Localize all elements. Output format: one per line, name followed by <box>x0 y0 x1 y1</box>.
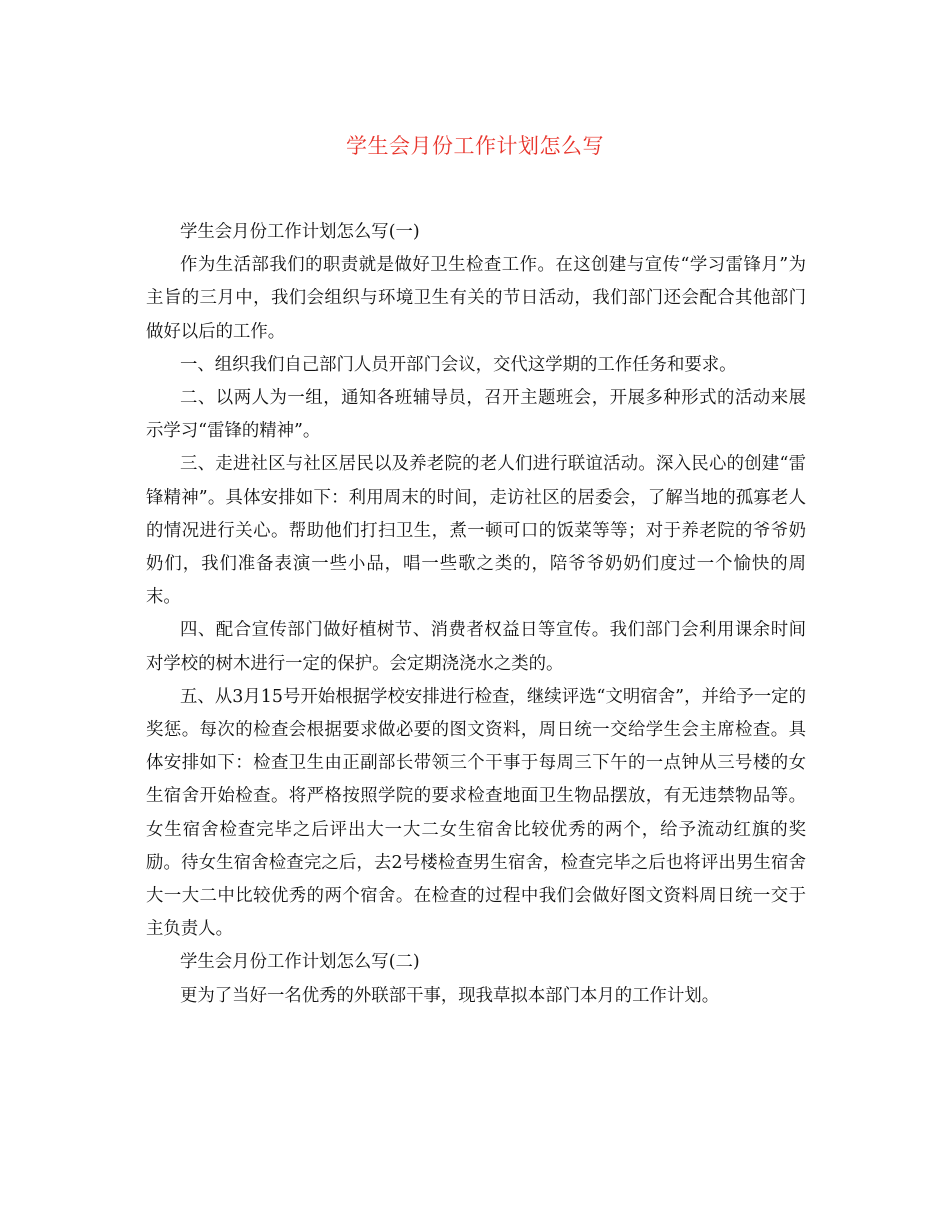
section-heading-1: 学生会月份工作计划怎么写(一) <box>180 222 420 242</box>
paragraph: 二、以两人为一组，通知各班辅导员，召开主题班会，开展多种形式的活动来展示学习“雷锋的精神”。 <box>146 388 806 442</box>
paragraph: 一、组织我们自己部门人员开部门会议，交代这学期的工作任务和要求。 <box>180 354 737 375</box>
paragraph: 三、走进社区与社区居民以及养老院的老人们进行联谊活动。深入民心的创建“雷锋精神”。具体安排如下：利用周末的时间，走访社区的居委会，了解当地的孤寡老人的情况进行关心。帮助他们打扫卫生，煮一顿可口的饭菜等等；对于养老院的爷爷奶奶们，我们准备表演一些小品，唱一些歌之类的，陪爷爷奶奶们度过一个愉快的周末。 <box>146 454 806 608</box>
document-body <box>146 216 806 1013</box>
paragraph: 五、从3月15号开始根据学校安排进行检查，继续评选“文明宿舍”，并给予一定的奖惩。每次的检查会根据要求做必要的图文资料，周日统一交给学生会主席检查。具体安排如下：检查卫生由正副部长带领三个干事于每周三下午的一点钟从三号楼的女生宿舍开始检查。将严格按照学院的要求检查地面卫生物品摆放，有无违禁物品等。女生宿舍检查完毕之后评出大一大二女生宿舍比较优秀的两个，给予流动红旗的奖励。待女生宿舍检查完之后，去2号楼检查男生宿舍，检查完毕之后也将评出男生宿舍大一大二中比较优秀的两个宿舍。在检查的过程中我们会做好图文资料周日统一交于主负责人。 <box>146 686 806 940</box>
paragraph: 作为生活部我们的职责就是做好卫生检查工作。在这创建与宣传“学习雷锋月”为主旨的三月中，我们会组织与环境卫生有关的节日活动，我们部门还会配合其他部门做好以后的工作。 <box>146 255 806 342</box>
document-title: 学生会月份工作计划怎么写 <box>346 134 604 158</box>
section-heading-2: 学生会月份工作计划怎么写(二) <box>180 952 420 973</box>
paragraph: 四、配合宣传部门做好植树节、消费者权益日等宣传。我们部门会利用课余时间对学校的树木进行一定的保护。会定期浇浇水之类的。 <box>146 620 806 674</box>
paragraph: 更为了当好一名优秀的外联部干事，现我草拟本部门本月的工作计划。 <box>180 985 720 1006</box>
